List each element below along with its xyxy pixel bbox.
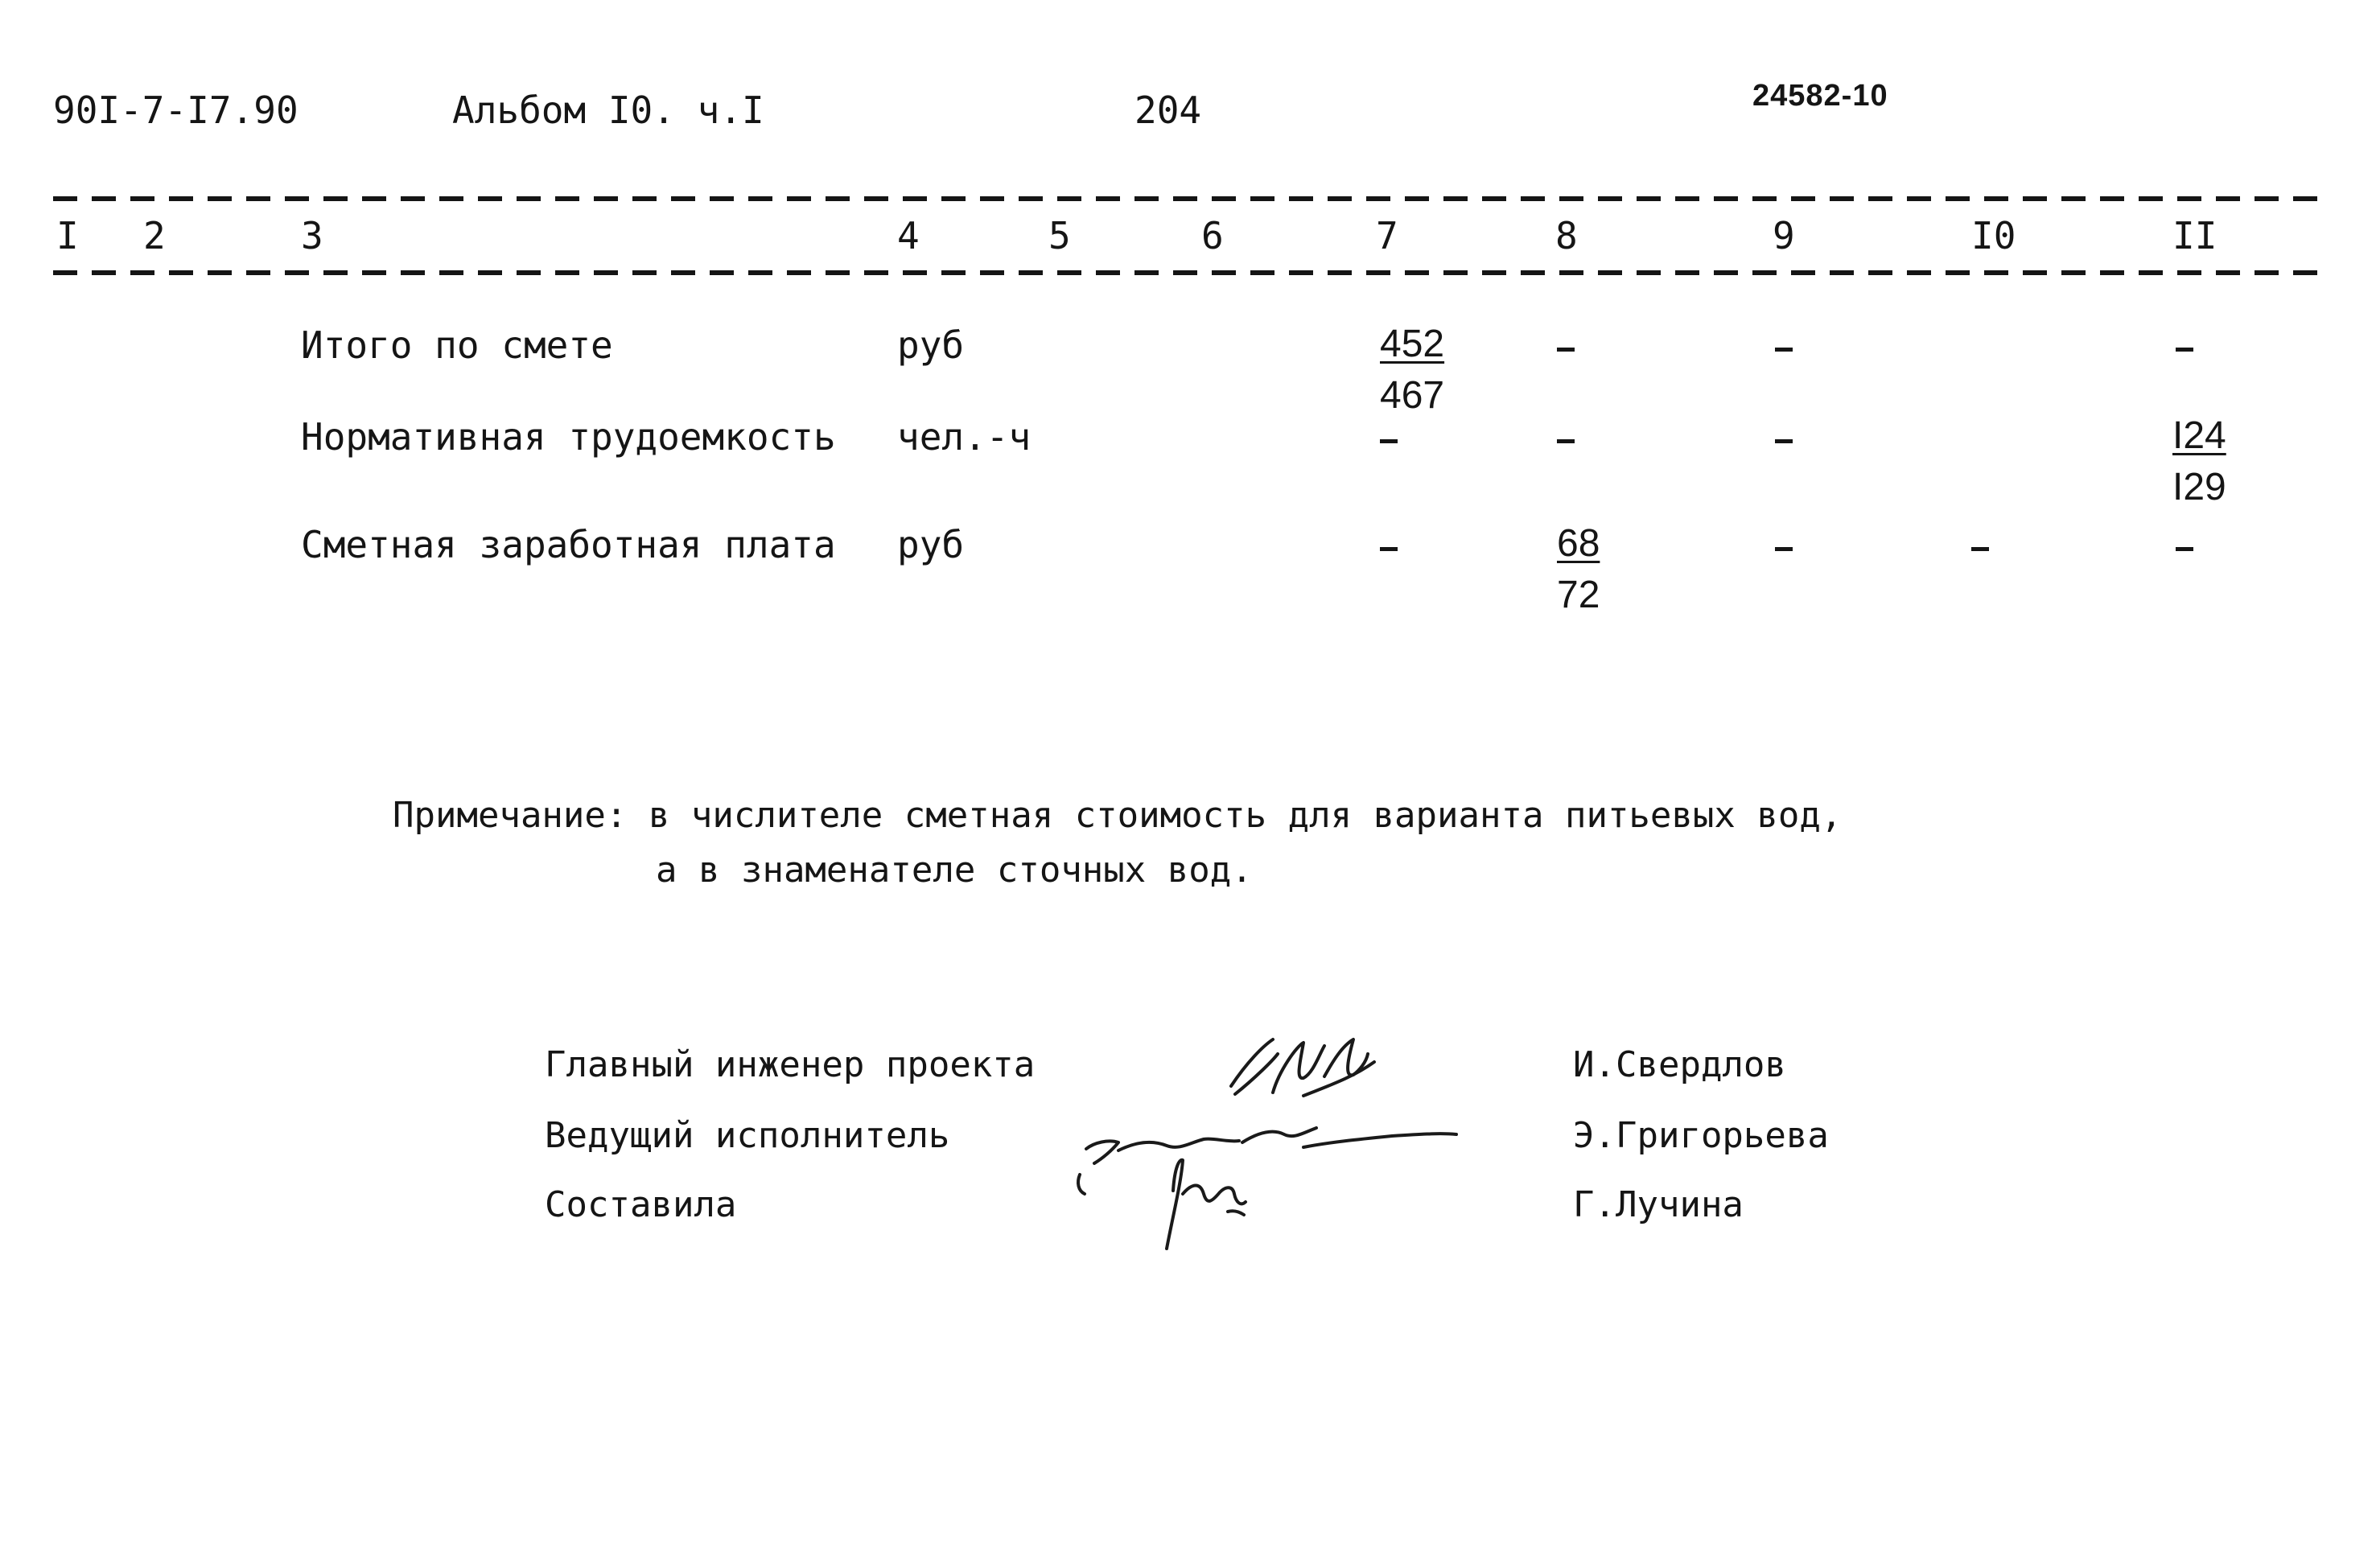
row-wage-label: Сметная заработная плата (301, 523, 836, 566)
row-total-unit: руб (897, 323, 965, 367)
signature-role-compiler: Составила (545, 1184, 737, 1225)
top-dashed-rule (53, 196, 2330, 201)
column-number-4: 4 (897, 214, 920, 257)
row-labor-col9-dash (1775, 439, 1793, 443)
column-number-10: I0 (1971, 214, 2016, 257)
row-wage-col8-denominator: 72 (1557, 574, 1600, 616)
row-total-col8-dash (1557, 348, 1575, 352)
row-total-col11-dash (2176, 348, 2193, 352)
row-total-col7-denominator: 467 (1380, 374, 1445, 417)
row-wage-col10-dash (1971, 547, 1989, 551)
row-wage-col7-dash (1380, 547, 1398, 551)
column-number-1: I (56, 214, 79, 257)
row-labor-label: Нормативная трудоемкость (301, 415, 836, 459)
signature-name-compiler: Г.Лучина (1573, 1184, 1744, 1225)
row-labor-unit: чел.-ч (897, 415, 1032, 459)
column-number-8: 8 (1555, 214, 1578, 257)
column-number-7: 7 (1376, 214, 1398, 257)
signature-name-lead-executor: Э.Григорьева (1573, 1115, 1829, 1156)
row-labor-col8-dash (1557, 439, 1575, 443)
row-labor-col11-numerator: I24 (2172, 414, 2226, 457)
row-wage-col11-dash (2176, 547, 2193, 551)
row-labor-col11-denominator: I29 (2172, 466, 2226, 508)
row-labor-col7-dash (1380, 439, 1398, 443)
column-number-3: 3 (301, 214, 323, 257)
note-line-2: а в знаменателе сточных вод. (656, 850, 1253, 891)
row-wage-col9-dash (1775, 547, 1793, 551)
row-wage-col8-numerator: 68 (1557, 522, 1600, 565)
bottom-dashed-rule (53, 270, 2330, 275)
row-total-label: Итого по смете (301, 323, 613, 367)
column-number-11: II (2172, 214, 2217, 257)
signature-role-chief-engineer: Главный инженер проекта (545, 1044, 1036, 1085)
column-number-9: 9 (1773, 214, 1795, 257)
document-code: 90I-7-I7.90 (53, 88, 299, 132)
page-number: 204 (1134, 88, 1202, 132)
row-wage-unit: руб (897, 523, 965, 566)
column-number-2: 2 (143, 214, 166, 257)
signature-name-chief-engineer: И.Свердлов (1573, 1044, 1786, 1085)
signature-role-lead-executor: Ведущий исполнитель (545, 1115, 950, 1156)
inventory-stamp: 24582-10 (1752, 79, 1888, 113)
column-number-5: 5 (1048, 214, 1071, 257)
row-total-col9-dash (1775, 348, 1793, 352)
note-line-1: Примечание: в числителе сметная стоимость для варианта питьевых вод, (393, 795, 1843, 836)
handwritten-signatures (1062, 1022, 1480, 1263)
row-total-col7-numerator: 452 (1380, 323, 1445, 365)
album-label: Альбом I0. ч.I (452, 88, 764, 132)
column-number-6: 6 (1201, 214, 1224, 257)
